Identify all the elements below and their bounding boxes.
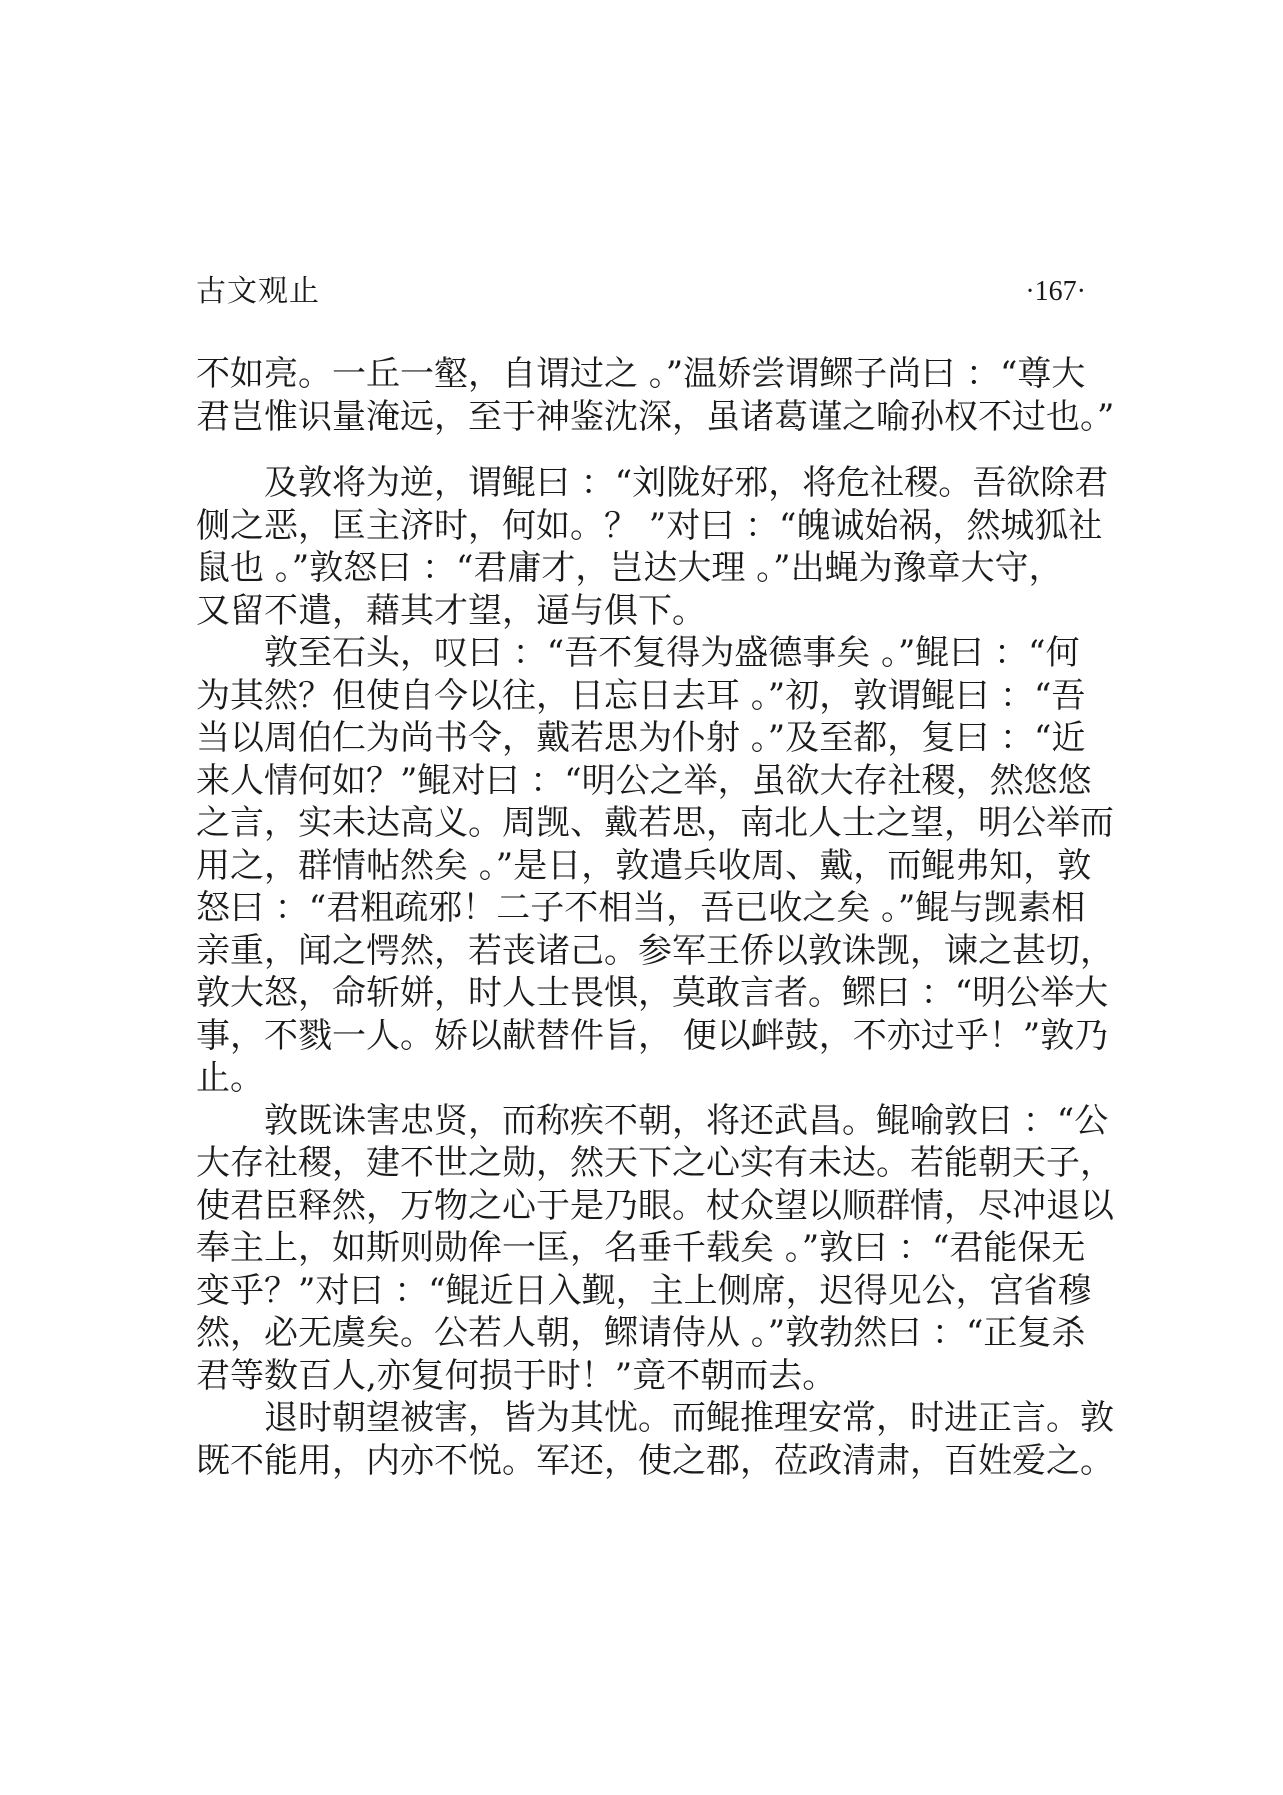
- book-title: 古文观止: [196, 274, 320, 309]
- text-line: 为其然？但使自今以往，日忘日去耳 。”初，敦谓鲲曰 ：“吾: [196, 675, 1086, 716]
- text-line: 来人情何如？”鲲对曰 ：“明公之举，虽欲大存社稷，然悠悠: [196, 760, 1092, 801]
- paragraph: [196, 462, 1109, 632]
- paragraph: [196, 1100, 1114, 1398]
- text-line: 敦至石头，叹曰 ：“吾不复得为盛德事矣 。”鲲曰 ：“何: [264, 633, 1080, 673]
- page-number: ·167·: [1025, 276, 1086, 307]
- text-line: 变乎？”对曰 ：“鲲近日入觐，主上侧席，迟得见公，宫省穆: [196, 1270, 1092, 1311]
- text-line: 君岂惟识量淹远，至于神鉴沈深，虽诸葛谨之喻孙权不过也。”: [196, 396, 1115, 437]
- text-line: 又留不遣，藉其才望，逼与俱下。: [196, 590, 706, 631]
- text-line: 事，不戮一人。娇以献替件旨， 便以衅鼓，不亦过乎！”敦乃: [196, 1015, 1109, 1056]
- paragraph: [196, 632, 1114, 1100]
- text-line: 侧之恶，匡主济时，何如。？ ”对曰 ：“魄诚始祸，然城狐社: [196, 505, 1103, 546]
- body-text: [196, 353, 1115, 1482]
- paragraph: [196, 1397, 1114, 1482]
- text-line: 敦既诛害忠贤，而称疾不朝，将还武昌。鲲喻敦曰 ：“公: [264, 1100, 1109, 1141]
- running-header: [196, 270, 1086, 314]
- text-line: 然，必无虞矣。公若人朝，鳏请侍从 。”敦勃然曰 ：“正复杀: [196, 1313, 1086, 1353]
- paragraph: [196, 353, 1115, 438]
- text-line: 退时朝望被害，皆为其忧。而鲲推理安常，时进正言。敦: [264, 1398, 1114, 1438]
- text-line: 亲重，闻之愕然，若丧诸己。参军王侨以敦诛觊，谏之甚切，: [196, 930, 1114, 971]
- text-line: 君等数百人,亦复何损于时！”竟不朝而去。: [196, 1355, 837, 1396]
- text-line: 使君臣释然，万物之心于是乃眼。杖众望以顺群情，尽冲退以: [196, 1185, 1114, 1226]
- text-line: 之言，实未达高义。周觊、戴若思，南北人士之望，明公举而: [196, 803, 1114, 843]
- text-line: 敦大怒，命斩姘，时人士畏惧，莫敢言者。鳏曰 ：“明公举大: [196, 973, 1109, 1013]
- text-line: 奉主上，如斯则勋侔一匡，名垂千载矣 。”敦曰 ：“君能保无: [196, 1228, 1086, 1268]
- text-line: 用之，群情帖然矣 。”是日，敦遣兵收周、戴，而鲲弗知，敦: [196, 845, 1092, 886]
- text-line: 鼠也 。”敦怒曰 ：“君庸才，岂达大理 。”出蝇为豫章大守，: [196, 548, 1063, 588]
- text-line: 止。: [196, 1058, 264, 1098]
- text-line: 大存社稷，建不世之勋，然天下之心实有未达。若能朝天子，: [196, 1143, 1114, 1183]
- text-line: 及敦将为逆，谓鲲曰 ：“刘陇好邪，将危社稷。吾欲除君: [264, 463, 1109, 503]
- text-line: 当以周伯仁为尚书令，戴若思为仆射 。”及至都，复曰 ：“近: [196, 718, 1086, 758]
- text-line: 不如亮。一丘一壑，自谓过之 。”温娇尝谓鳏子尚曰 ：“尊大: [196, 354, 1086, 394]
- text-line: 既不能用，内亦不悦。军还，使之郡，莅政清肃，百姓爱之。: [196, 1440, 1114, 1481]
- text-line: 怒曰 ：“君粗疏邪！二子不相当，吾已收之矣 。”鲲与觊素相: [196, 888, 1086, 928]
